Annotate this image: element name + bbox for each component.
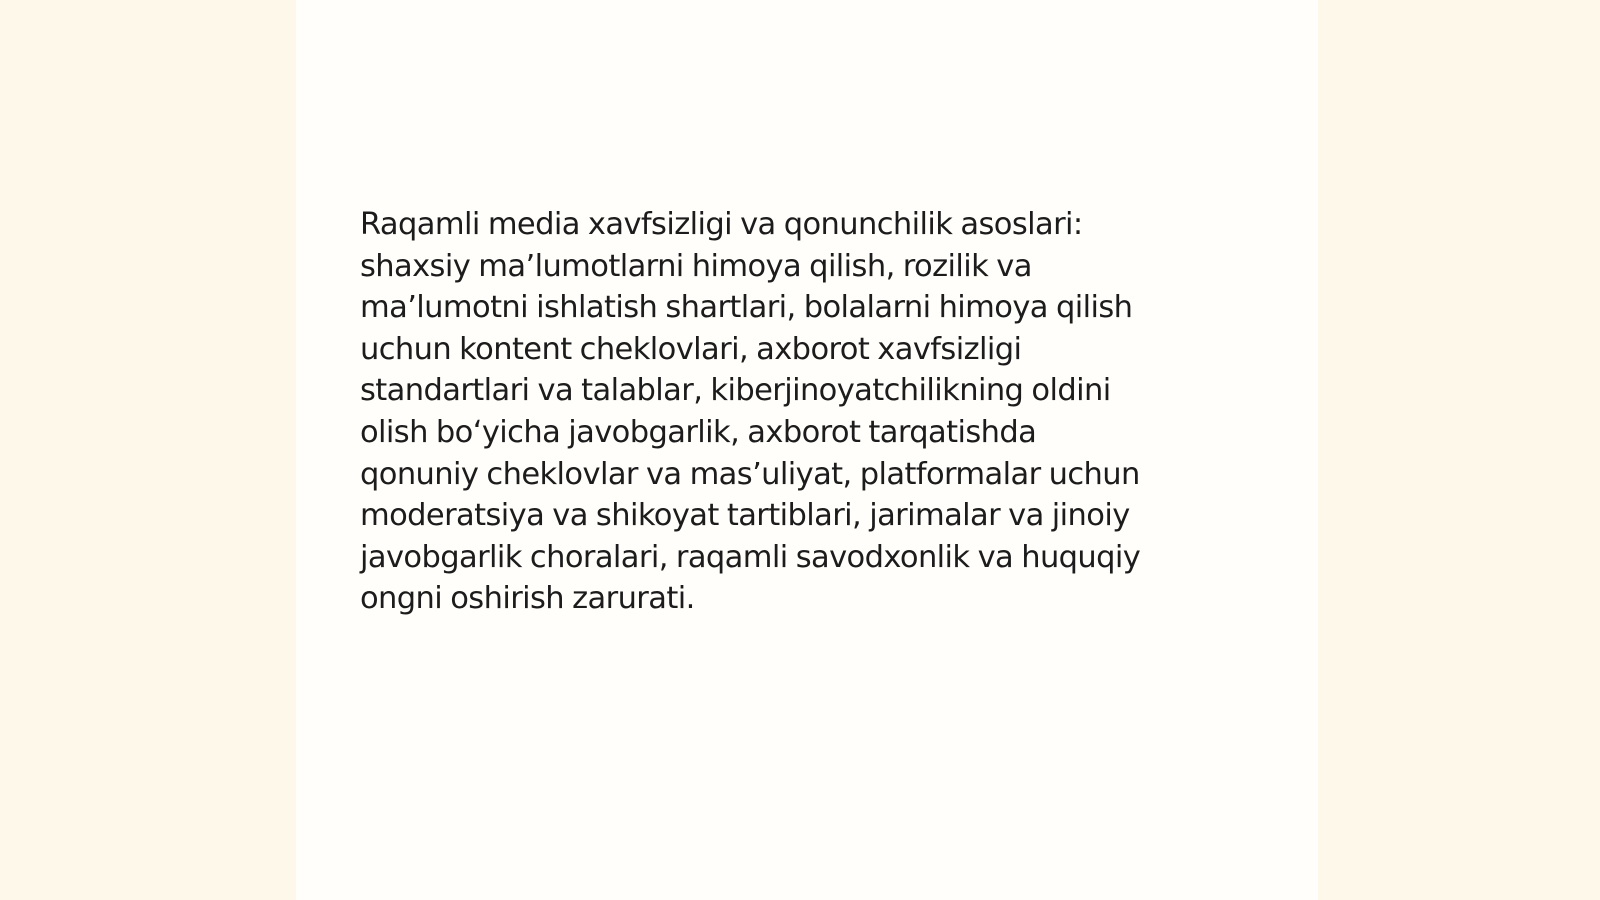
paragraph-line-8: moderatsiya va shikoyat tartiblari, jarimalar va jinoiy [360, 498, 1130, 534]
document-page [296, 0, 1318, 900]
paragraph-line-10: ongni oshirish zarurati. [360, 581, 695, 617]
body-paragraph [360, 204, 1240, 620]
paragraph-line-9: javobgarlik choralari, raqamli savodxonlik va huquqiy [360, 539, 1141, 575]
paragraph-line-5: standartlari va talablar, kiberjinoyatchilikning oldini [360, 373, 1111, 409]
paragraph-line-7: qonuniy cheklovlar va mas’uliyat, platformalar uchun [360, 456, 1140, 492]
paragraph-line-3: ma’lumotni ishlatish shartlari, bolalarni himoya qilish [360, 290, 1133, 326]
paragraph-line-6: olish bo‘yicha javobgarlik, axborot tarqatishda [360, 414, 1037, 450]
paragraph-line-4: uchun kontent cheklovlari, axborot xavfsizligi [360, 331, 1022, 367]
paragraph-line-1: Raqamli media xavfsizligi va qonunchilik asoslari: [360, 207, 1083, 242]
paragraph-line-2: shaxsiy ma’lumotlarni himoya qilish, rozilik va [360, 248, 1032, 284]
